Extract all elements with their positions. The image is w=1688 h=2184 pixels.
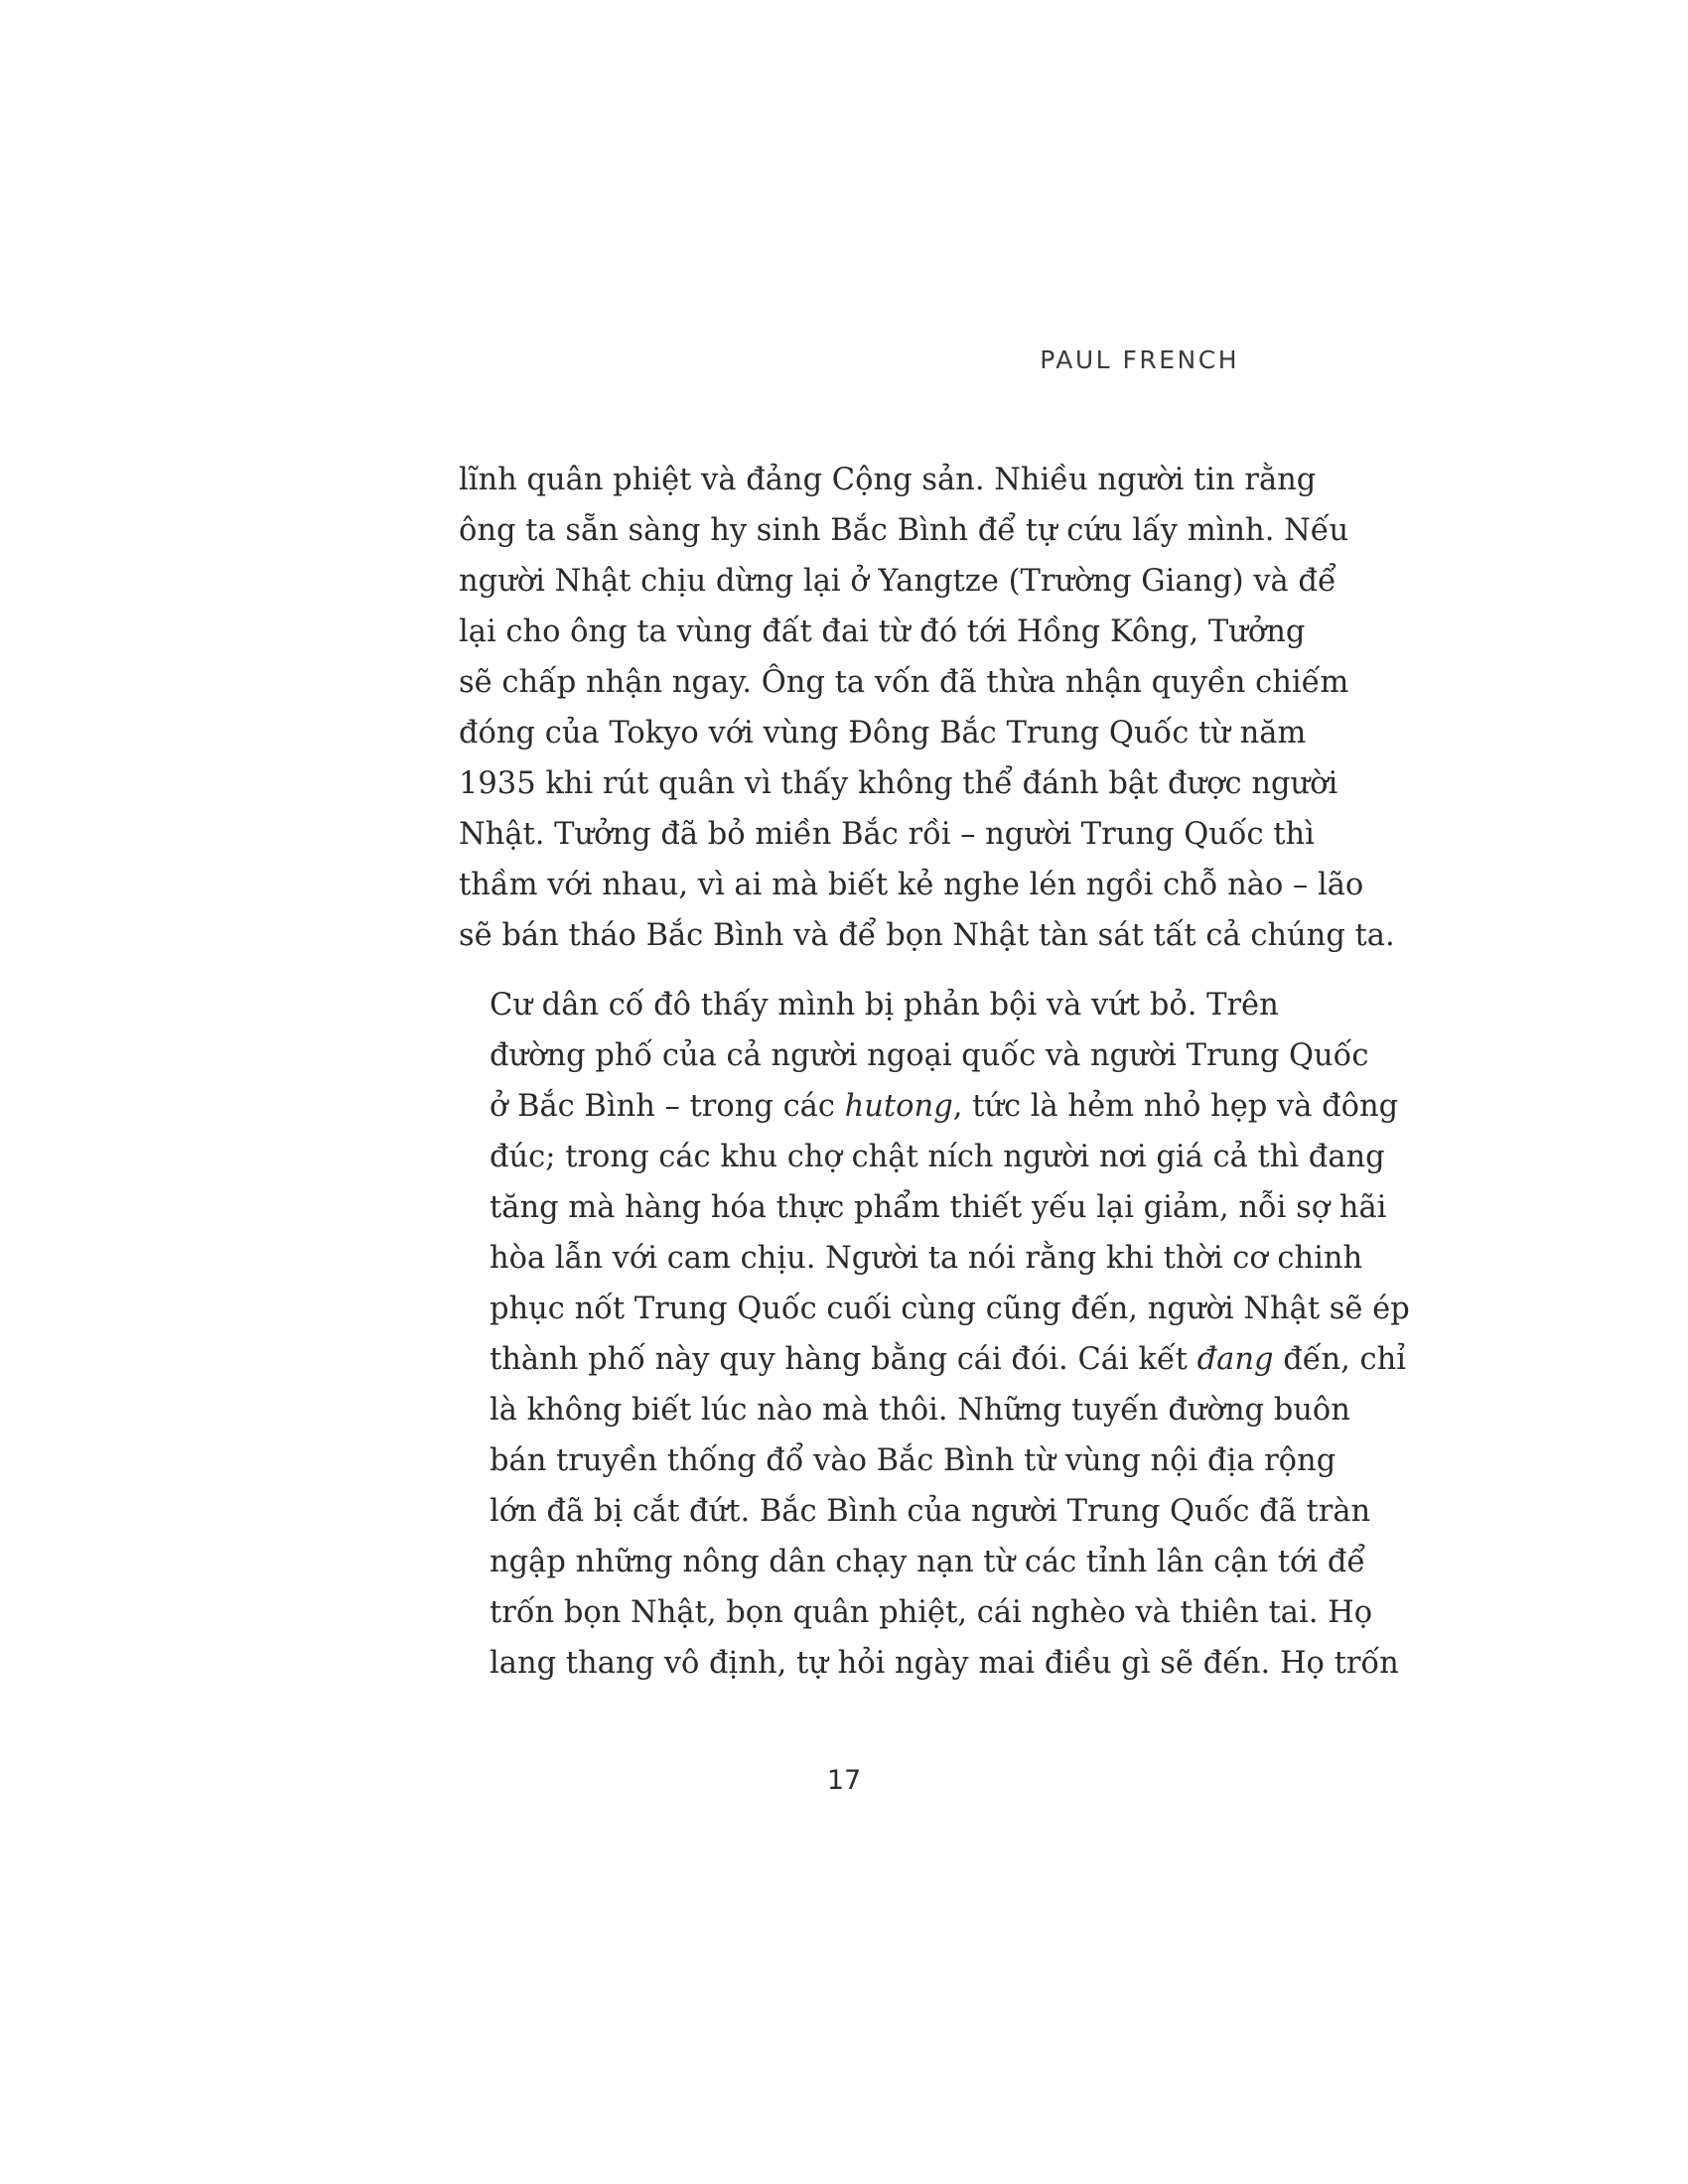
- text-segment: thành phố này quy hàng bằng cái đói. Cái kết: [490, 1342, 1197, 1377]
- text-segment: , tức là hẻm nhỏ hẹp và đông: [952, 1089, 1399, 1124]
- text-line: [459, 1385, 1350, 1435]
- text-line: đóng của Tokyo với vùng Đông Bắc Trung Quốc từ năm: [459, 716, 1307, 751]
- text-segment: lang thang vô định, tự hỏi ngày mai điều gì sẽ đến. Họ trốn: [490, 1646, 1399, 1681]
- text-segment: tăng mà hàng hóa thực phẩm thiết yếu lại giảm, nỗi sợ hãi: [490, 1190, 1387, 1225]
- paragraph-1: [459, 455, 1395, 961]
- text-segment: đến, chỉ: [1273, 1342, 1407, 1377]
- text-line: 1935 khi rút quân vì thấy không thể đánh bật được người: [459, 766, 1338, 801]
- text-segment: phục nốt Trung Quốc cuối cùng cũng đến, người Nhật sẽ ép: [490, 1292, 1410, 1326]
- text-line: [459, 1182, 1387, 1233]
- text-segment: Cư dân cố đô thấy mình bị phản bội và vứt bỏ. Trên: [490, 988, 1279, 1023]
- italic-term: đang: [1196, 1342, 1274, 1377]
- text-line: [459, 1233, 1363, 1284]
- page-number: 17: [826, 1765, 862, 1796]
- text-segment: hòa lẫn với cam chịu. Người ta nói rằng khi thời cơ chinh: [490, 1241, 1363, 1276]
- text-segment: ngập những nông dân chạy nạn từ các tỉnh lân cận tới để: [490, 1545, 1366, 1579]
- text-line: [459, 1081, 1399, 1132]
- italic-term: hutong: [844, 1089, 953, 1124]
- text-line: thầm với nhau, vì ai mà biết kẻ nghe lén ngồi chỗ nào – lão: [459, 868, 1364, 902]
- text-line: [459, 1537, 1366, 1587]
- paragraph-2: [459, 980, 1410, 1689]
- text-line: [459, 1284, 1410, 1334]
- text-segment: trốn bọn Nhật, bọn quân phiệt, cái nghèo và thiên tai. Họ: [490, 1595, 1373, 1630]
- text-line: sẽ bán tháo Bắc Bình và để bọn Nhật tàn sát tất cả chúng ta.: [459, 918, 1395, 953]
- text-line: lĩnh quân phiệt và đảng Cộng sản. Nhiều người tin rằng: [459, 463, 1317, 497]
- text-segment: đường phố của cả người ngoại quốc và người Trung Quốc: [490, 1038, 1369, 1073]
- text-line: người Nhật chịu dừng lại ở Yangtze (Trường Giang) và để: [459, 564, 1336, 599]
- text-line: Nhật. Tưởng đã bỏ miền Bắc rồi – người Trung Quốc thì: [459, 817, 1315, 852]
- text-segment: bán truyền thống đổ vào Bắc Bình từ vùng nội địa rộng: [490, 1443, 1336, 1478]
- text-line: ông ta sẵn sàng hy sinh Bắc Bình để tự cứu lấy mình. Nếu: [459, 513, 1349, 548]
- text-segment: là không biết lúc nào mà thôi. Những tuyến đường buôn: [490, 1393, 1350, 1428]
- text-line: lại cho ông ta vùng đất đai từ đó tới Hồng Kông, Tưởng: [459, 614, 1306, 649]
- text-line: [459, 980, 1279, 1030]
- text-line: [459, 1435, 1336, 1486]
- text-line: [459, 1030, 1369, 1081]
- text-segment: đúc; trong các khu chợ chật ních người nơi giá cả thì đang: [490, 1140, 1385, 1174]
- text-segment: ở Bắc Bình – trong các: [490, 1089, 845, 1124]
- text-line: [459, 1132, 1385, 1182]
- text-line: sẽ chấp nhận ngay. Ông ta vốn đã thừa nhận quyền chiếm: [459, 665, 1349, 700]
- body-text: [459, 455, 1410, 1689]
- text-line: [459, 1334, 1407, 1385]
- text-line: [459, 1638, 1399, 1689]
- running-header: PAUL FRENCH: [1040, 345, 1239, 374]
- text-segment: lớn đã bị cắt đứt. Bắc Bình của người Trung Quốc đã tràn: [490, 1494, 1371, 1529]
- text-line: [459, 1587, 1373, 1638]
- text-line: [459, 1486, 1371, 1537]
